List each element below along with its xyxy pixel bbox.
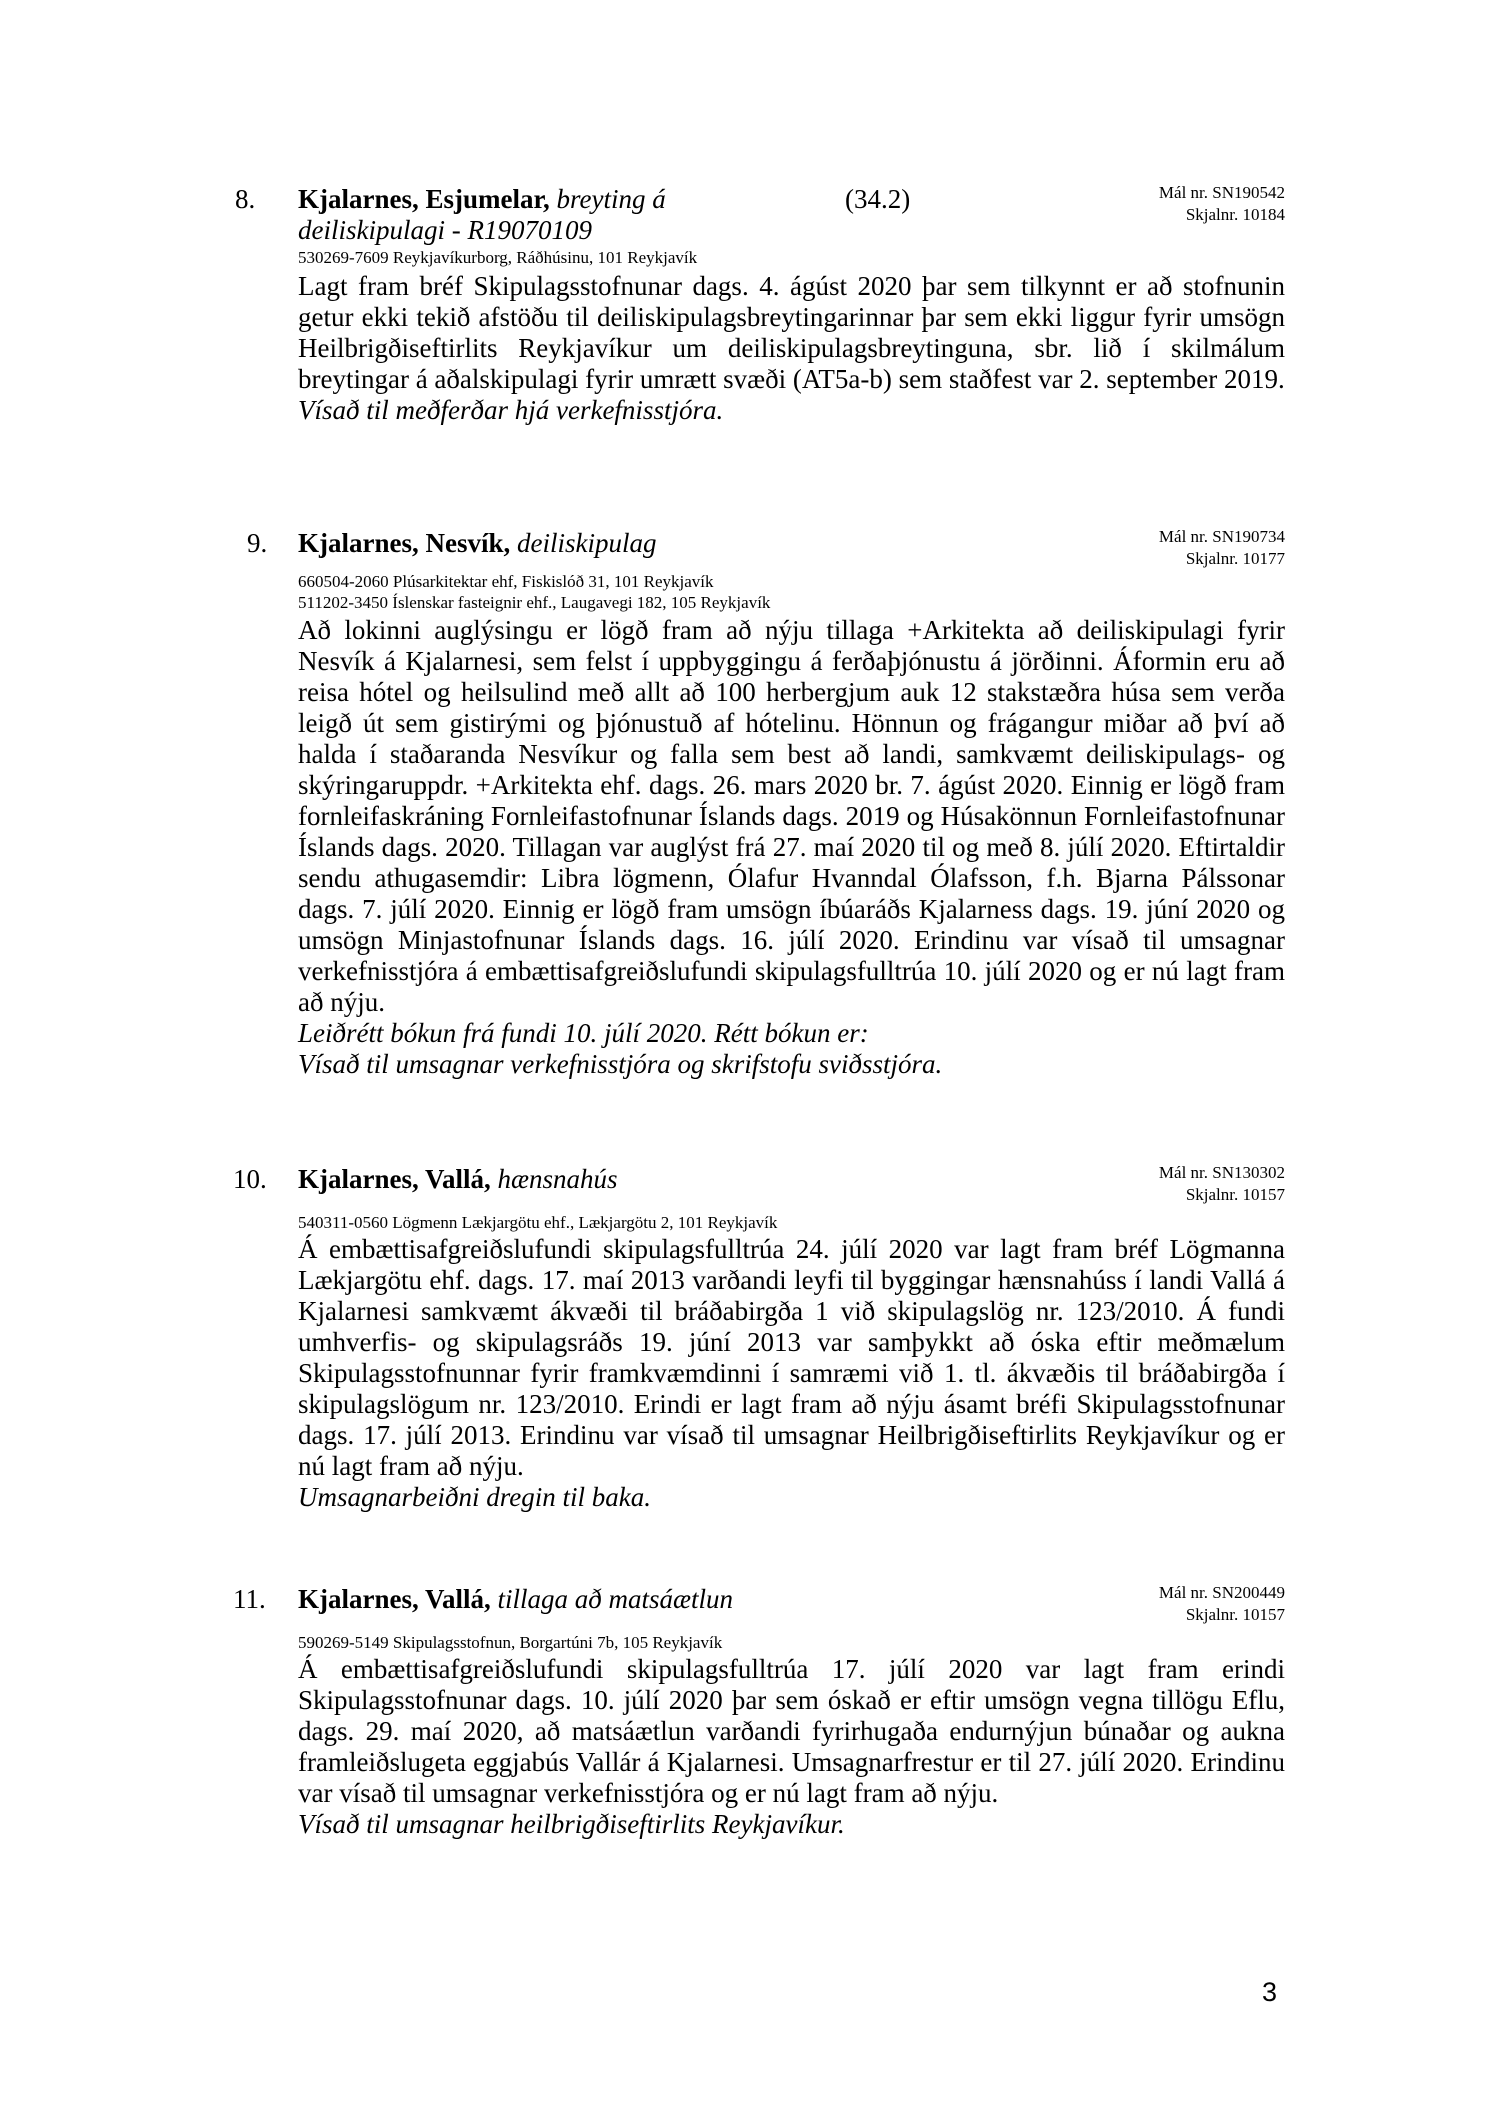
item-title-subject-2: deiliskipulagi - R19070109 (298, 215, 592, 245)
case-number: Mál nr. SN190542 (1158, 183, 1285, 202)
item-description: Á embættisafgreiðslufundi skipulagsfulltrúa 17. júlí 2020 var lagt fram erindi Skipulagsstofnunar dags. 10. júlí 2020 þar sem óskað er eftir umsögn vegna tillögu Eflu, dags. 29. maí 2020, að matsáætlun varðandi fyrirhugaða endurnýjun búnaðar og aukna framleiðslugeta eggjabús Vallár á Kjalarnesi. Umsagnarfrestur er til 27. júlí 2020. Erindinu var vísað til umsagnar verkefnisstjóra og er nú lagt fram að nýju. (298, 1654, 1285, 1808)
item-decision: Vísað til umsagnar heilbrigðiseftirlits Reykjavíkur. (298, 1809, 845, 1839)
item-body (298, 271, 1285, 426)
page-number: 3 (1262, 1977, 1278, 2007)
case-number: Mál nr. SN190734 (1158, 527, 1285, 546)
item-number: 8. (235, 184, 256, 214)
item-title (298, 528, 918, 559)
item-title-subject-1: breyting á (556, 184, 666, 214)
item-title (298, 184, 918, 246)
item-title-subject: hænsnahús (497, 1164, 618, 1194)
item-decision: Umsagnarbeiðni dregin til baka. (298, 1482, 651, 1512)
case-reference (1159, 182, 1285, 226)
item-title-location: Kjalarnes, Vallá, (298, 1164, 491, 1194)
document-number: Skjalnr. 10184 (1185, 205, 1285, 224)
agenda-item-9 (225, 526, 1285, 1106)
item-description: Á embættisafgreiðslufundi skipulagsfulltrúa 24. júlí 2020 var lagt fram bréf Lögmanna Lækjargötu ehf. dags. 17. maí 2013 varðandi leyfi til byggingar hænsnahúss í landi Vallá á Kjalarnesi samkvæmt ákvæði til bráðabirgða 1 við skipulagslög nr. 123/2010. Á fundi umhverfis- og skipulagsráðs 19. júní 2013 var samþykkt að óska eftir meðmælum Skipulagsstofnunnar fyrir framkvæmdinni í samræmi við 1. tl. ákvæðis til bráðabirgða í skipulagslögum nr. 123/2010. Erindi er lagt fram að nýju ásamt bréfi Skipulagsstofnunar dags. 17. júlí 2013. Erindinu var vísað til umsagnar Heilbrigðiseftirlits Reykjavíkur og er nú lagt fram að nýju. (298, 1234, 1285, 1481)
party-line: 590269-5149 Skipulagsstofnun, Borgartúni 7b, 105 Reykjavík (298, 1633, 723, 1652)
case-number: Mál nr. SN200449 (1158, 1583, 1285, 1602)
party-line: 530269-7609 Reykjavíkurborg, Ráðhúsinu, 101 Reykjavík (298, 248, 698, 267)
item-number: 9. (247, 528, 268, 558)
case-number: Mál nr. SN130302 (1158, 1163, 1285, 1182)
item-title-location: Kjalarnes, Nesvík, (298, 528, 511, 558)
item-body (298, 1654, 1285, 1840)
party-line: 660504-2060 Plúsarkitektar ehf, Fiskislóð 31, 101 Reykjavík (298, 572, 714, 591)
item-number: 11. (233, 1584, 266, 1614)
item-title (298, 1164, 918, 1195)
document-number: Skjalnr. 10157 (1185, 1185, 1285, 1204)
agenda-item-11 (225, 1582, 1285, 1862)
item-title-location: Kjalarnes, Esjumelar, (298, 184, 550, 214)
item-description: Að lokinni auglýsingu er lögð fram að nýju tillaga +Arkitekta að deiliskipulagi fyrir Nesvík á Kjalarnesi, sem felst í uppbyggingu á ferðaþjónustu á jörðinni. Áformin eru að reisa hótel og heilsulind með allt að 100 herbergjum auk 12 stakstæðra húsa sem verða leigð út sem gistirými og þjónustuð af hótelinu. Hönnun og frágangur miðar að því að halda í staðaranda Nesvíkur og falla sem best að landi, samkvæmt deiliskipulags- og skýringaruppdr. +Arkitekta ehf. dags. 26. mars 2020 br. 7. ágúst 2020. Einnig er lögð fram fornleifaskráning Fornleifastofnunar Íslands dags. 2019 og Húsakönnun Fornleifastofnunar Íslands dags. 2020. Tillagan var auglýst frá 27. maí 2020 til og með 8. júlí 2020. Eftirtaldir sendu athugasemdir: Libra lögmenn, Ólafur Hvanndal Ólafsson, f.h. Bjarna Pálssonar dags. 7. júlí 2020. Einnig er lögð fram umsögn íbúaráðs Kjalarness dags. 19. júní 2020 og umsögn Minjastofnunar Íslands dags. 16. júlí 2020. Erindinu var vísað til umsagnar verkefnisstjóra á embættisafgreiðslufundi skipulagsfulltrúa 10. júlí 2020 og er nú lagt fram að nýju. (298, 615, 1285, 1017)
case-reference (1159, 1162, 1285, 1206)
item-decision: Vísað til umsagnar verkefnisstjóra og skrifstofu sviðsstjóra. (298, 1049, 943, 1079)
item-body (298, 615, 1285, 1080)
party-line: 511202-3450 Íslenskar fasteignir ehf., Laugavegi 182, 105 Reykjavík (298, 593, 771, 612)
case-reference (1159, 526, 1285, 570)
item-title-location: Kjalarnes, Vallá, (298, 1584, 491, 1614)
item-decision-correction: Leiðrétt bókun frá fundi 10. júlí 2020. Rétt bókun er: (298, 1018, 869, 1048)
item-decision: Vísað til meðferðar hjá verkefnisstjóra. (298, 395, 724, 425)
item-body (298, 1234, 1285, 1513)
document-number: Skjalnr. 10157 (1185, 1605, 1285, 1624)
item-title-subject: deiliskipulag (517, 528, 657, 558)
agenda-item-8 (225, 182, 1285, 472)
case-reference (1159, 1582, 1285, 1626)
party-line: 540311-0560 Lögmenn Lækjargötu ehf., Lækjargötu 2, 101 Reykjavík (298, 1213, 778, 1232)
item-description: Lagt fram bréf Skipulagsstofnunar dags. 4. ágúst 2020 þar sem tilkynnt er að stofnunin getur ekki tekið afstöðu til deiliskipulagsbreytingarinnar þar sem ekki liggur fyrir umsögn Heilbrigðiseftirlits Reykjavíkur um deiliskipulagsbreytinguna, sbr. lið í skilmálum breytingar á aðalskipulagi fyrir umrætt svæði (AT5a-b) sem staðfest var 2. september 2019. (298, 271, 1285, 394)
item-title (298, 1584, 918, 1615)
item-number: 10. (233, 1164, 267, 1194)
agenda-item-10 (225, 1162, 1285, 1532)
document-number: Skjalnr. 10177 (1185, 549, 1285, 568)
item-title-subject: tillaga að matsáætlun (497, 1584, 734, 1614)
item-code: (34.2) (845, 184, 911, 214)
